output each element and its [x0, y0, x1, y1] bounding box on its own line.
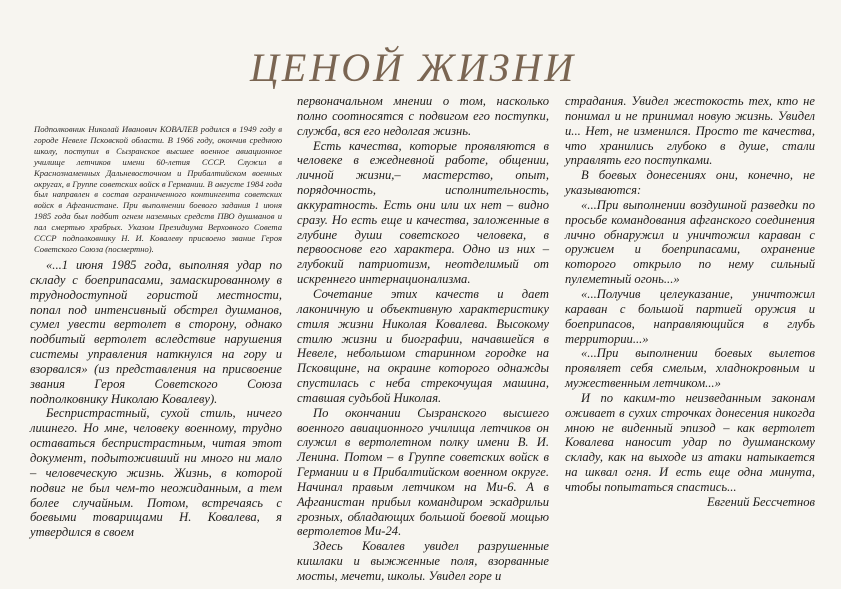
page-title: ЦЕНОЙ ЖИЗНИ: [250, 45, 577, 90]
text-column-1: [30, 258, 282, 540]
quote-paragraph: «...Получив целеуказание, уничтожил караван с большой партией оружия и боеприпасов, направляющийся в глубь территории...»: [565, 286, 815, 346]
paragraph: Есть качества, которые проявляются в человеке в ежедневной работе, общении, личной жизни,– мастерство, опыт, порядочность, исполнительность, аккуратность. Есть они или их нет – видно сразу. Но есть еще и качества, заложенные в глубине души советского человека, в первооснове его характера. Одно из них – глубокий патриотизм, неотделимый от искреннего интернационализма.: [297, 138, 549, 287]
paragraph: «...1 июня 1985 года, выполняя удар по складу с боеприпасами, замаскированному в труднодоступной гористой местности, попал под интенсивный обстрел душманов, сумел увести вертолет в сторону, однако подбитый вертолет вследствие нарушения системы управления наткнулся на гору и взорвался» (из представления на присвоение звания Героя Советского Союза подполковнику Николаю Ковалеву).: [30, 258, 282, 406]
paragraph: Беспристрастный, сухой стиль, ничего лишнего. Но мне, человеку военному, трудно оставаться беспристрастным, читая этот документ, подытоживший ни много ни мало – человеческую жизнь. Жизнь, в которой подвиг не был чем-то неожиданным, а тем более случайным. Потом, встречаясь с боевыми товарищами Н. Ковалева, я утвердился в своем: [30, 406, 282, 540]
paragraph: первоначальном мнении о том, насколько полно соотносятся с подвигом его поступки, служба, вся его недолгая жизнь.: [297, 94, 549, 138]
paragraph: И по каким-то неизведанным законам оживает в сухих строчках донесения никогда мною не виденный эпизод – как вертолет Ковалева наносит удар по душманскому складу, как на выходе из атаки натыкается на шквал огня. И есть еще одна минута, чтобы попытаться спастись...: [565, 390, 815, 494]
text-column-3: [565, 94, 815, 510]
quote-paragraph: «...При выполнении боевых вылетов проявляет себя смелым, хладнокровным и мужественным летчиком...»: [565, 346, 815, 391]
bio-paragraph: Подполковник Николай Иванович КОВАЛЕВ родился в 1949 году в городе Невеле Псковской области. В 1966 году, окончив среднюю школу, поступил в Сызранское высшее военное авиационное училище летчиков имени 60-летия СССР. Служил в Краснознаменных Дальневосточном и Прибалтийском военных округах, в Группе советских войск в Германии. В августе 1984 года был направлен в состав ограниченного контингента советских войск в Афганистане. При выполнении боевого задания 1 июня 1985 года был подбит огнем наземных средств ПВО душманов и пал смертью храбрых. Указом Президиума Верховного Совета СССР подполковнику Н. И. Ковалеву присвоено звание Героя Советского Союза (посмертно).: [34, 124, 282, 254]
text-column-2: [297, 94, 549, 584]
paragraph: Здесь Ковалев увидел разрушенные кишлаки и выжженные поля, взорванные мосты, мечети, школы. Увидел горе и: [297, 539, 549, 583]
paragraph: страдания. Увидел жестокость тех, кто не понимал и не принимал новую жизнь. Увидел и... Нет, не изменился. Просто те качества, что хранились глубоко в душе, стали управлять его поступками.: [565, 94, 815, 168]
quote-paragraph: «...При выполнении воздушной разведки по просьбе командования афганского соединения лично обнаружил и уничтожил караван с оружием и боеприпасами, охранение которого открыло по нему сильный пулеметный огонь...»: [565, 197, 815, 287]
paragraph: По окончании Сызранского высшего военного авиационного училища летчиков он служил в вертолетном полку имени В. И. Ленина. Потом – в Группе советских войск в Германии и в Прибалтийском военном округе. Начинал правым летчиком на Ми-6. А в Афганистан прибыл командиром эскадрильи грозных, обладающих большой боевой мощью вертолетов Ми-24.: [297, 405, 549, 539]
paragraph: Сочетание этих качеств и дает лаконичную и объективную характеристику стиля жизни Николая Ковалева. Высокому стилю жизни и биографии, начавшейся в Невеле, небольшом старинном городке на Псковщине, на окраине которого однажды спустилась с неба стрекочущая машина, ставшая судьбой Николая.: [297, 286, 549, 405]
paragraph: В боевых донесениях они, конечно, не указываются:: [565, 168, 815, 198]
author-signature: Евгений Бессчетнов: [706, 494, 815, 509]
